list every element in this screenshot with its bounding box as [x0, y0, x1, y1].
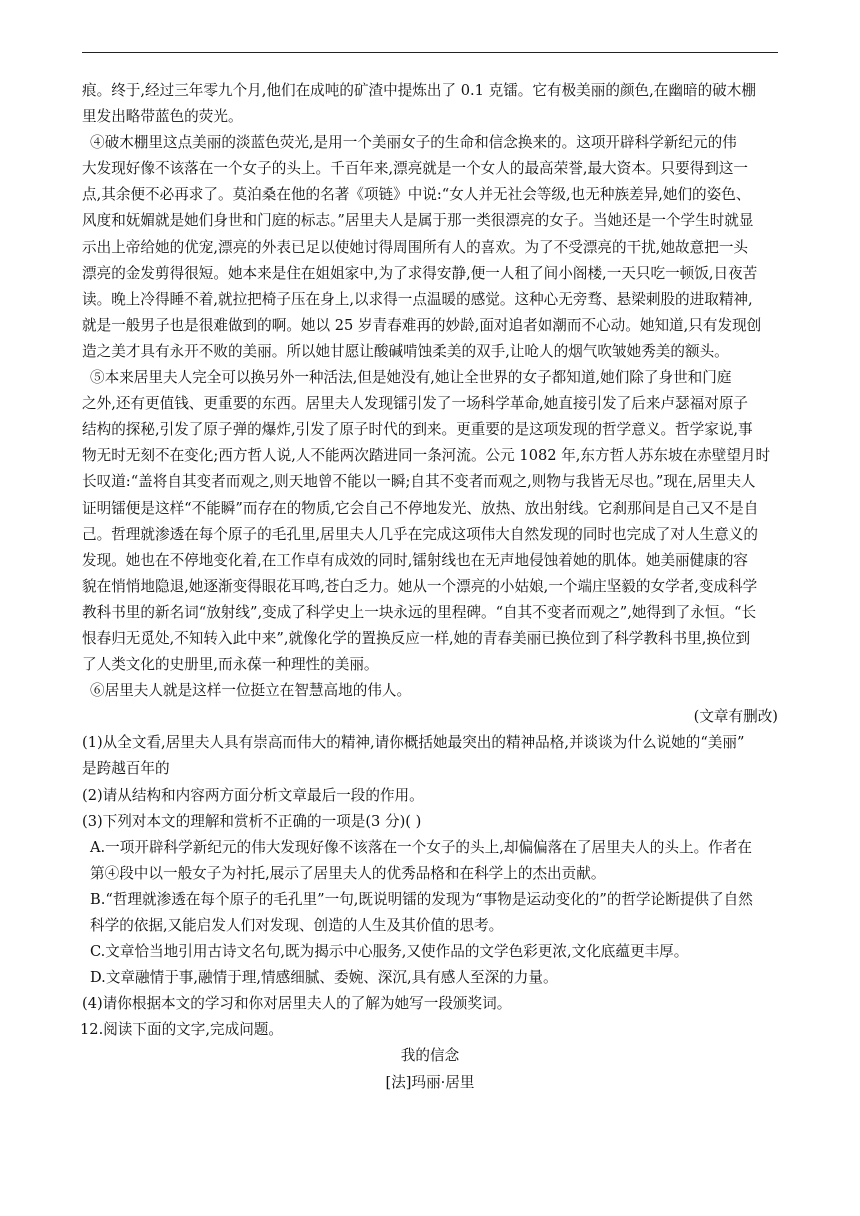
article-title: 我的信念: [400, 1047, 460, 1065]
paragraph-4-line: 风度和妩媚就是她们身世和门庭的标志。”居里夫人是属于那一类很漂亮的女子。当她还是一个学生时就显: [82, 212, 754, 230]
option-a-cont: 第④段中以一般女子为衬托,展示了居里夫人的优秀品格和在科学上的杰出贡献。: [90, 864, 606, 882]
header-rule: [82, 52, 778, 53]
paragraph-5-line: ⑤本来居里夫人完全可以换另外一种活法,但是她没有,她让全世界的女子都知道,她们除了身世和门庭: [90, 369, 732, 387]
option-b-cont: 科学的依据,又能启发人们对发现、创造的人生及其价值的思考。: [90, 917, 504, 934]
question-3: (3)下列对本文的理解和赏析不正确的一项是(3 分)( ): [82, 812, 422, 830]
paragraph-4-line: 造之美才具有永开不败的美丽。所以她甘愿让酸碱啃蚀柔美的双手,让呛人的烟气吹皱她秀美的额头。: [82, 342, 729, 360]
paragraph-4-line: 读。晚上冷得睡不着,就拉把椅子压在身上,以求得一点温暖的感觉。这种心无旁骛、悬梁刺股的进取精神,: [82, 290, 753, 308]
paragraph-5-line: 长叹道:“盖将自其变者而观之,则天地曾不能以一瞬;自其不变者而观之,则物与我皆无尽也。”现在,居里夫人: [82, 473, 756, 491]
question-2: (2)请从结构和内容两方面分析文章最后一段的作用。: [82, 786, 424, 804]
paragraph-4-line: 示出上帝给她的优宠,漂亮的外表已足以使她讨得周围所有人的喜欢。为了不受漂亮的干扰,她故意把一头: [82, 238, 749, 256]
paragraph-5-line: 貌在悄悄地隐退,她逐渐变得眼花耳鸣,苍白乏力。她从一个漂亮的小姑娘,一个端庄坚毅的女学者,变成科学: [82, 577, 758, 595]
option-b: B.“哲理就渗透在每个原子的毛孔里”一句,既说明镭的发现为“事物是运动变化的”的哲学论断提供了自然: [90, 890, 753, 908]
option-c: C.文章恰当地引用古诗文名句,既为揭示中心服务,又使作品的文学色彩更浓,文化底蕴更丰厚。: [90, 943, 689, 961]
option-a: A.一项开辟科学新纪元的伟大发现好像不该落在一个女子的头上,却偏偏落在了居里夫人的头上。作者在: [90, 838, 752, 856]
paragraph-5-line: 己。哲理就渗透在每个原子的毛孔里,居里夫人几乎在完成这项伟大自然发现的同时也完成了对人生意义的: [82, 525, 758, 543]
paragraph-4-line: ④破木棚里这点美丽的淡蓝色荧光,是用一个美丽女子的生命和信念换来的。这项开辟科学新纪元的伟: [90, 134, 737, 152]
paragraph-5-line: 发现。她也在不停地变化着,在工作卓有成效的同时,镭射线也在无声地侵蚀着她的肌体。她美丽健康的容: [82, 551, 749, 569]
paragraph-4-line: 大发现好像不该落在一个女子的头上。千百年来,漂亮就是一个女人的最高荣誉,最大资本。只要得到这一: [82, 160, 749, 178]
paragraph-4-line: 点,其余便不必再求了。莫泊桑在他的名著《项链》中说:“女人并无社会等级,也无种族差异,她们的姿色、: [82, 186, 751, 204]
option-d: D.文章融情于事,融情于理,情感细腻、委婉、深沉,具有感人至深的力量。: [90, 969, 558, 987]
paragraph-3-line: 痕。终于,经过三年零九个月,他们在成吨的矿渣中提炼出了 0.1 克镭。它有极美丽的颜色,在幽暗的破木棚: [82, 82, 756, 99]
paragraph-6-line: ⑥居里夫人就是这样一位挺立在智慧高地的伟人。: [90, 682, 412, 700]
question-1-cont: 是跨越百年的: [82, 760, 170, 778]
paragraph-5-line: 之外,还有更值钱、更重要的东西。居里夫人发现镭引发了一场科学革命,她直接引发了后来卢瑟福对原子: [82, 395, 749, 413]
paragraph-5-line: 恨春归无觅处,不知转入此中来”,就像化学的置换反应一样,她的青春美丽已换位到了科学教科书里,换位到: [82, 629, 751, 647]
question-4: (4)请你根据本文的学习和你对居里夫人的了解为她写一段颁奖词。: [82, 995, 512, 1013]
paragraph-5-line: 证明镭便是这样“不能瞬”而存在的物质,它会自己不停地发光、放热、放出射线。它刹那间是自己又不是自: [82, 499, 759, 517]
paragraph-4-line: 漂亮的金发剪得很短。她本来是住在姐姐家中,为了求得安静,便一人租了间小阁楼,一天只吃一顿饭,日夜苦: [82, 264, 758, 282]
source-note: (文章有删改): [693, 708, 778, 726]
paragraph-5-line: 了人类文化的史册里,而永葆一种理性的美丽。: [82, 656, 379, 674]
article-author: [法]玛丽·居里: [385, 1073, 475, 1091]
paragraph-3-line: 里发出略带蓝色的荧光。: [82, 108, 243, 126]
question-12: 12.阅读下面的文字,完成问题。: [80, 1021, 283, 1039]
paragraph-5-line: 物无时无刻不在变化;西方哲人说,人不能两次踏进同一条河流。公元 1082 年,东方哲人苏东坡在赤壁望月时: [82, 447, 771, 465]
paragraph-4-line: 就是一般男子也是很难做到的啊。她以 25 岁青春难再的妙龄,面对追者如潮而不心动。她知道,只有发现创: [82, 316, 762, 334]
question-1: (1)从全文看,居里夫人具有崇高而伟大的精神,请你概括她最突出的精神品格,并谈谈为什么说她的“美丽”: [82, 734, 745, 752]
document-page: [82, 78, 778, 1096]
paragraph-5-line: 结构的探秘,引发了原子弹的爆炸,引发了原子时代的到来。更重要的是这项发现的哲学意义。哲学家说,事: [82, 421, 753, 439]
paragraph-5-line: 教科书里的新名词“放射线”,变成了科学史上一块永远的里程碑。“自其不变者而观之”,她得到了永恒。“长: [82, 603, 757, 621]
